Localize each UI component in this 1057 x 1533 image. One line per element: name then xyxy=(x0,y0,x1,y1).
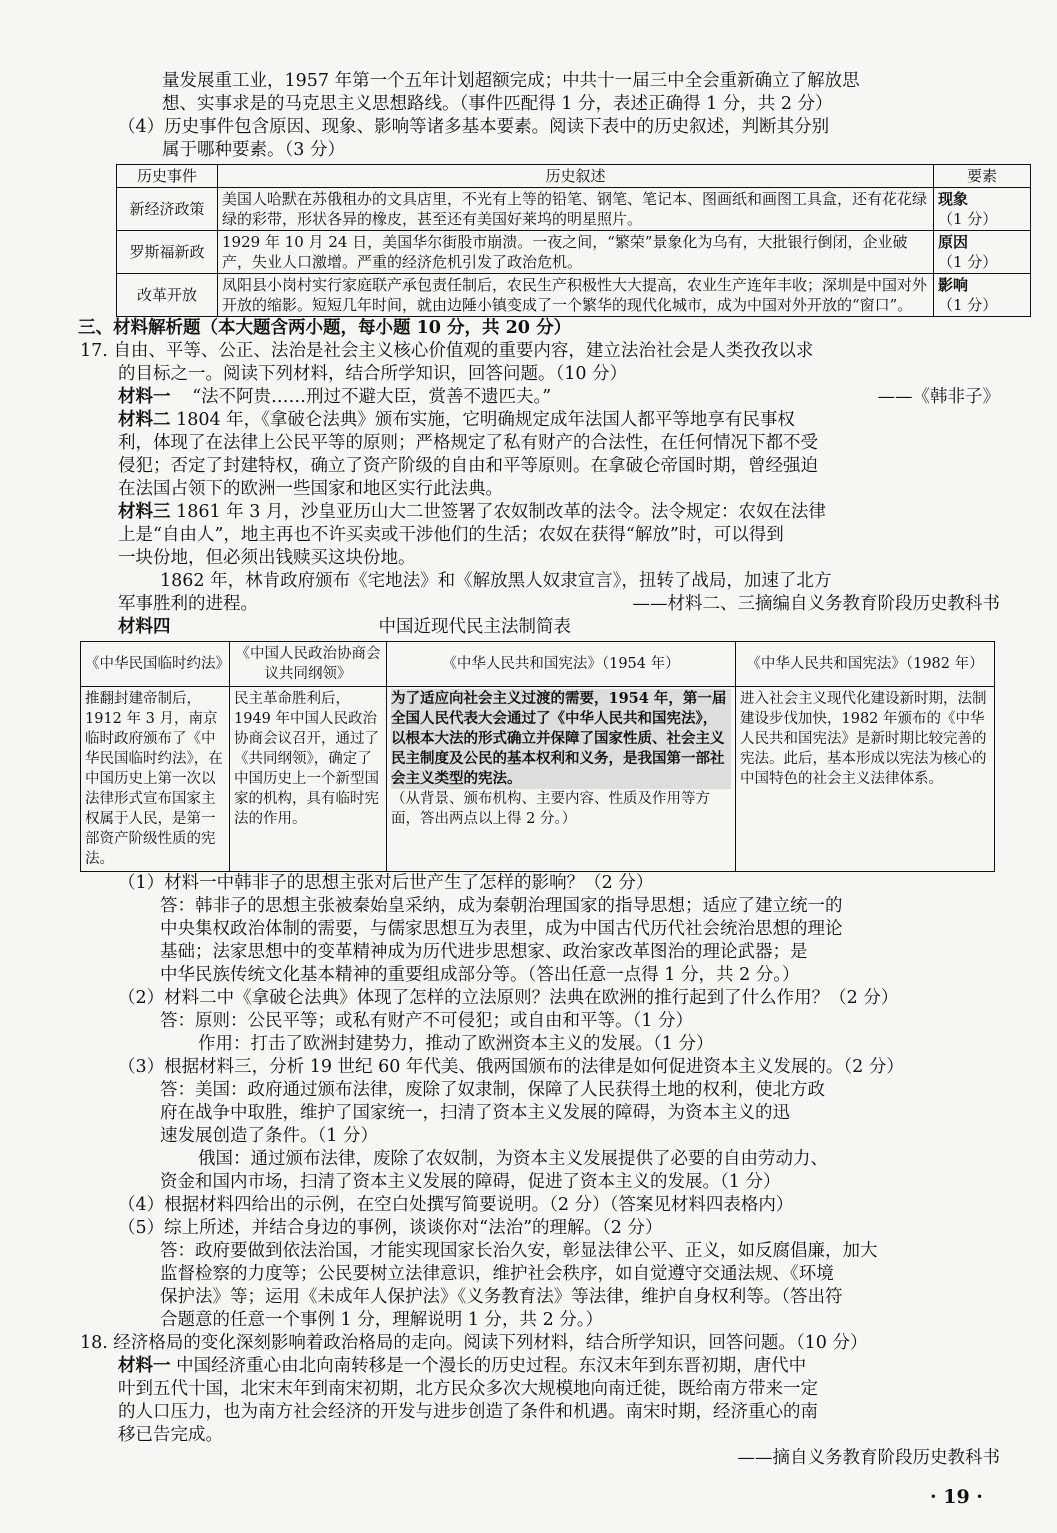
table-cell: 新经济政策 xyxy=(117,188,218,231)
score: （1 分） xyxy=(938,296,998,314)
question-17-3: （3）根据材料三，分析 19 世纪 60 年代美、俄两国颁布的法律是如何促进资本主义发展的。（2 分） xyxy=(118,1057,904,1077)
table-row xyxy=(117,274,1031,317)
answer: 影响 xyxy=(938,276,969,294)
table-cell: 民主革命胜利后，1949 年中国人民政治协商会议召开，通过了《共同纲领》，确定了中国历史上一个新型国家的机构，具有临时宪法的作用。 xyxy=(230,687,387,872)
question-18: 18. 经济格局的变化深刻影响着政治格局的走向。阅读下列材料，结合所学知识，回答问题。（10 分） xyxy=(80,1333,868,1353)
table-row xyxy=(117,231,1031,274)
text-line: 量发展重工业，1957 年第一个五年计划超额完成；中共十一届三中全会重新确立了解放思 xyxy=(162,71,860,91)
elements-table xyxy=(116,164,1031,317)
text-line: 想、实事求是的马克思主义思想路线。（事件匹配得 1 分，表述正确得 1 分，共 2 分） xyxy=(162,94,833,114)
source: ——摘自义务教育阶段历史教科书 xyxy=(737,1448,1000,1468)
material-label: 材料一 xyxy=(118,1356,171,1376)
material-label: 材料二 xyxy=(118,410,171,430)
score: （1 分） xyxy=(938,253,998,271)
table-cell xyxy=(934,188,1031,231)
material-text: 1804 年，《拿破仑法典》颁布实施，它明确规定成年法国人都平等地享有民事权 xyxy=(176,410,795,430)
material-text: 中国经济重心由北向南转移是一个漫长的历史过程。东汉末年到东晋初期，唐代中 xyxy=(176,1356,807,1376)
table-cell: 凤阳县小岗村实行家庭联产承包责任制后，农民生产积极性大大提高，农业生产连年丰收；深圳是中国对外开放的缩影。短短几年时间，就由边陲小镇变成了一个繁华的现代化城市，成为中国对外开放的“窗口”。 xyxy=(218,274,934,317)
table-title: 中国近现代民主法制简表 xyxy=(378,617,571,637)
text-line: 侵犯；否定了封建特权，确立了资产阶级的自由和平等原则。在拿破仑帝国时期，曾经强迫 xyxy=(118,456,818,476)
answer-text: 监督检察的力度等；公民要树立法律意识，维护社会秩序，如自觉遵守交通法规、《环境 xyxy=(160,1264,834,1284)
source: ——材料二、三摘编自义务教育阶段历史教科书 xyxy=(632,594,1000,614)
material-text: “法不阿贵……刑过不避大臣，赏善不遗匹夫。” xyxy=(192,387,552,407)
text-line xyxy=(80,593,1000,616)
answer-text: 速发展创造了条件。（1 分） xyxy=(160,1126,378,1146)
section-heading: 三、材料解析题（本大题含两小题，每小题 10 分，共 20 分） xyxy=(78,318,572,338)
text-line: 利，体现了在法律上公民平等的原则；严格规定了私有财产的合法性，在任何情况下都不受 xyxy=(118,433,818,453)
source: ——《韩非子》 xyxy=(877,387,1000,407)
text-line: 1862 年，林肯政府颁布《宅地法》和《解放黑人奴隶宣言》，扭转了战局，加速了北方 xyxy=(160,571,832,591)
answer-text: 中央集权政治体制的需要，与儒家思想互为表里，成为中国古代历代社会统治思想的理论 xyxy=(160,919,843,939)
material-label: 材料一 xyxy=(118,387,171,407)
answer-text: 俄国：通过颁布法律，废除了农奴制，为资本主义发展提供了必要的自由劳动力、 xyxy=(198,1149,828,1169)
text-line: 一块份地，但必须出钱赎买这块份地。 xyxy=(118,548,416,568)
text-line: 的人口压力，也为南方社会经济的开发与进步创造了条件和机遇。南宋时期，经济重心的南 xyxy=(118,1402,818,1422)
answer-text: 答：美国：政府通过颁布法律，废除了奴隶制，保障了人民获得土地的权利，使北方政 xyxy=(160,1080,825,1100)
answer-text: 作用：打击了欧洲封建势力，推动了欧洲资本主义的发展。（1 分） xyxy=(198,1034,714,1054)
table-row xyxy=(81,687,995,872)
table-cell: 1929 年 10 月 24 日，美国华尔街股市崩溃。一夜之间，“繁荣”景象化为乌有，大批银行倒闭，企业破产，失业人口激增。严重的经济危机引发了政治危机。 xyxy=(218,231,934,274)
scoring-note: （从背景、颁布机构、主要内容、性质及作用等方面，答出两点以上得 2 分。） xyxy=(391,791,710,827)
text-line: 在法国占领下的欧洲一些国家和地区实行此法典。 xyxy=(118,479,503,499)
table-row xyxy=(117,188,1031,231)
text-line: 上是“自由人”，地主再也不许买卖或干涉他们的生活；农奴在获得“解放”时，可以得到 xyxy=(118,525,784,545)
answer: 现象 xyxy=(938,190,969,208)
question-17: 17. 自由、平等、公正、法治是社会主义核心价值观的重要内容，建立法治社会是人类孜孜以求 xyxy=(80,341,814,361)
answer-text: 中华民族传统文化基本精神的重要组成部分等。（答出任意一点得 1 分，共 2 分。） xyxy=(160,965,800,985)
answer-text: 答：原则：公民平等；或私有财产不可侵犯；或自由和平等。（1 分） xyxy=(160,1011,693,1031)
table-cell: 美国人哈默在苏俄租办的文具店里，不光有上等的铅笔、钢笔、笔记本、图画纸和画图工具盒，还有花花绿绿的彩带，形状各异的橡皮，甚至还有美国好莱坞的明星照片。 xyxy=(218,188,934,231)
material-text: 1861 年 3 月，沙皇亚历山大二世签署了农奴制改革的法令。法令规定：农奴在法律 xyxy=(176,502,826,522)
question-17-2: （2）材料二中《拿破仑法典》体现了怎样的立法原则？法典在欧洲的推行起到了什么作用？（2 分） xyxy=(118,988,899,1008)
answer-text: 答：政府要做到依法治国，才能实现国家长治久安，彰显法律公平、正义，如反腐倡廉，加大 xyxy=(160,1241,878,1261)
material-text: 军事胜利的进程。 xyxy=(118,594,258,614)
legal-system-table xyxy=(80,641,995,872)
text-line: 移已告完成。 xyxy=(118,1425,223,1445)
table-header-row xyxy=(117,165,1031,188)
table-header: 《中华民国临时约法》 xyxy=(81,642,230,687)
material-4 xyxy=(80,616,1000,639)
answer-text: 保护法》等；运用《未成年人保护法》《义务教育法》等法律，维护自身权利等。（答出符 xyxy=(160,1287,843,1307)
answer-text: 基础；法家思想中的变革精神成为历代进步思想家、政治家改革图治的理论武器；是 xyxy=(160,942,808,962)
question-17-4: （4）根据材料四给出的示例，在空白处撰写简要说明。（2 分）（答案见材料四表格内） xyxy=(118,1195,794,1215)
table-header: 《中华人民共和国宪法》（1982 年） xyxy=(736,642,995,687)
table-header: 《中华人民共和国宪法》（1954 年） xyxy=(387,642,736,687)
table-cell: 进入社会主义现代化建设新时期，法制建设步伐加快，1982 年颁布的《中华人民共和国宪法》是新时期比较完善的宪法。此后，基本形成以宪法为核心的中国特色的社会主义法律体系。 xyxy=(736,687,995,872)
answer-text: 合题意的任意一个事例 1 分，理解说明 1 分，共 2 分。） xyxy=(160,1310,604,1330)
table-cell xyxy=(934,274,1031,317)
table-header: 历史事件 xyxy=(117,165,218,188)
document-page xyxy=(80,70,1000,1470)
answer-text: 答：韩非子的思想主张被秦始皇采纳，成为秦朝治理国家的指导思想；适应了建立统一的 xyxy=(160,896,843,916)
table-header-row xyxy=(81,642,995,687)
question-4: （4）历史事件包含原因、现象、影响等诸多基本要素。阅读下表中的历史叙述，判断其分别 xyxy=(118,117,830,137)
material-3 xyxy=(80,501,1000,524)
table-cell: 改革开放 xyxy=(117,274,218,317)
table-cell: 罗斯福新政 xyxy=(117,231,218,274)
question-17-1: （1）材料一中韩非子的思想主张对后世产生了怎样的影响？（2 分） xyxy=(118,873,654,893)
text-line: 属于哪种要素。（3 分） xyxy=(162,140,345,160)
material-1 xyxy=(80,386,1000,409)
question-17-5: （5）综上所述，并结合身边的事例，谈谈你对“法治”的理解。（2 分） xyxy=(118,1218,663,1238)
highlighted-answer: 为了适应向社会主义过渡的需要，1954 年，第一届全国人民代表大会通过了《中华人民共和国宪法》，以根本大法的形式确立并保障了国家性质、社会主义民主制度及公民的基本权利和义务，是我国第一部社会主义类型的宪法。 xyxy=(391,689,731,789)
material-2 xyxy=(80,409,1000,432)
table-cell xyxy=(387,687,736,872)
page-number: · 19 · xyxy=(930,1486,983,1508)
answer: 原因 xyxy=(938,233,969,251)
material-label: 材料四 xyxy=(118,617,171,637)
table-cell xyxy=(934,231,1031,274)
text-line: 的目标之一。阅读下列材料，结合所学知识，回答问题。（10 分） xyxy=(118,364,628,384)
answer-text: 府在战争中取胜，维护了国家统一，扫清了资本主义发展的障碍，为资本主义的迅 xyxy=(160,1103,790,1123)
text-line: 叶到五代十国，北宋末年到南宋初期，北方民众多次大规模地向南迁徙，既给南方带来一定 xyxy=(118,1379,818,1399)
answer-text: 资金和国内市场，扫清了资本主义发展的障碍，促进了资本主义的发展。（1 分） xyxy=(160,1172,781,1192)
table-header: 要素 xyxy=(934,165,1031,188)
score: （1 分） xyxy=(938,210,998,228)
material-1 xyxy=(80,1355,1000,1378)
table-cell: 推翻封建帝制后，1912 年 3 月，南京临时政府颁布了《中华民国临时约法》，在中国历史上第一次以法律形式宣布国家主权属于人民，是第一部资产阶级性质的宪法。 xyxy=(81,687,230,872)
table-header: 《中国人民政治协商会议共同纲领》 xyxy=(230,642,387,687)
material-label: 材料三 xyxy=(118,502,171,522)
table-header: 历史叙述 xyxy=(218,165,934,188)
